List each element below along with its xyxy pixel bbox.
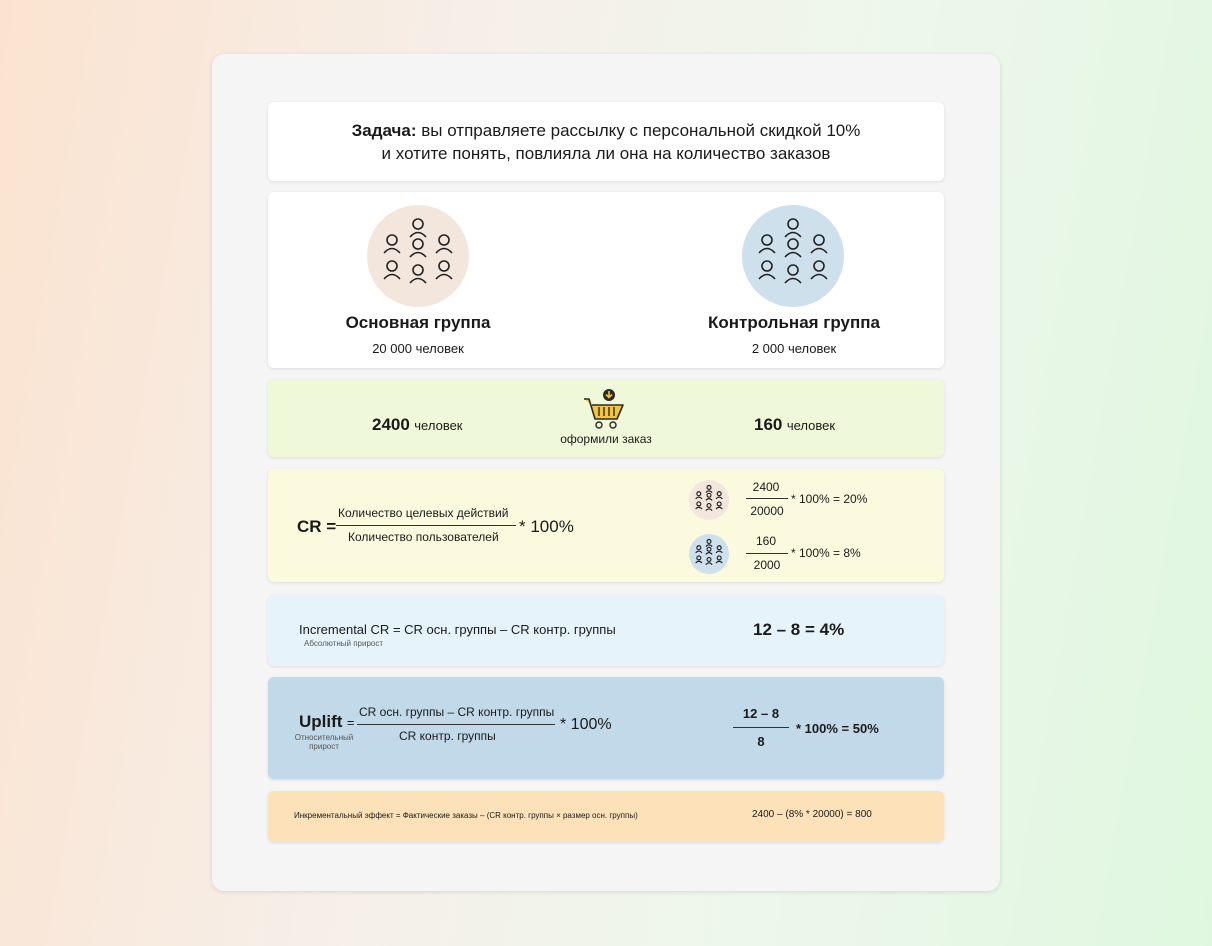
effect-card [268,791,944,842]
cr-lhs: CR = [297,517,337,536]
uplift-card [268,677,944,779]
people-group-icon [742,205,844,307]
main-orders-unit: человек [414,418,463,433]
main-orders [372,415,463,435]
cr-main-num: 2400 [752,480,780,494]
people-group-icon [689,480,729,520]
cr-numerator: Количество целевых действий [338,506,509,520]
uplift-multiplier: * 100% [560,716,612,733]
control-group-title: Контрольная группа [707,313,880,332]
incremental-result: 12 – 8 = 4% [753,620,845,639]
effect-result: 2400 – (8% * 20000) = 800 [752,809,872,820]
cr-fraction-line [336,525,516,526]
incremental-lhs: Incremental CR [299,622,390,637]
control-group-mini-circle [689,534,729,574]
people-group-icon [367,205,469,307]
cr-main-den: 20000 [750,504,784,518]
uplift-numerator: CR осн. группы – CR контр. группы [359,705,555,719]
uplift-calc-result: * 100% = 50% [796,721,879,736]
main-group-size: 20 000 человек [372,341,464,356]
groups-card [268,192,944,368]
control-orders-unit: человек [786,418,836,433]
uplift-fraction-line [357,724,555,725]
task-line-2: и хотите понять, повлияла ли она на количество заказов [381,144,831,163]
control-orders-count: 160 [754,415,783,434]
main-group-title: Основная группа [345,313,491,332]
cr-control-den: 2000 [753,558,781,572]
incremental-formula: Incremental CR = CR осн. группы – CR контр. группы [299,622,616,637]
control-group-size: 2 000 человек [751,341,837,356]
cr-main-result: * 100% = 20% [791,492,868,506]
content-panel [212,54,1000,891]
uplift-calc-num: 12 – 8 [742,706,780,721]
uplift-lhs: Uplift = [299,712,355,731]
uplift-calc-den: 8 [757,734,765,749]
cr-multiplier: * 100% [519,517,574,536]
cr-card [268,469,944,582]
control-orders [754,415,835,435]
incremental-note: Абсолютный прирост [304,639,384,648]
main-group-circle [367,205,469,307]
effect-formula: Инкрементальный эффект = Фактические заказы – (CR контр. группы × размер осн. группы) [294,811,638,820]
shopping-cart-icon [582,387,630,431]
task-label: Задача: [351,121,417,140]
uplift-note: Относительный прирост [294,733,354,751]
main-group-mini-circle [689,480,729,520]
incremental-rhs: CR осн. группы – CR контр. группы [404,622,616,637]
cr-control-result: * 100% = 8% [791,546,861,560]
control-group-circle [742,205,844,307]
cr-control-fraction-line [746,553,788,554]
orders-card [268,379,944,457]
uplift-denominator: CR контр. группы [399,729,496,743]
cr-denominator: Количество пользователей [348,530,499,544]
orders-label: оформили заказ [560,432,652,446]
task-line-1: Задача: вы отправляете рассылку с персональной скидкой 10% [351,121,861,140]
incremental-card [268,595,944,666]
uplift-calc-fraction-line [733,727,789,728]
cr-control-num: 160 [755,534,777,548]
main-orders-count: 2400 [372,415,410,434]
people-group-icon [689,534,729,574]
task-card [268,102,944,181]
cr-main-fraction-line [746,498,788,499]
